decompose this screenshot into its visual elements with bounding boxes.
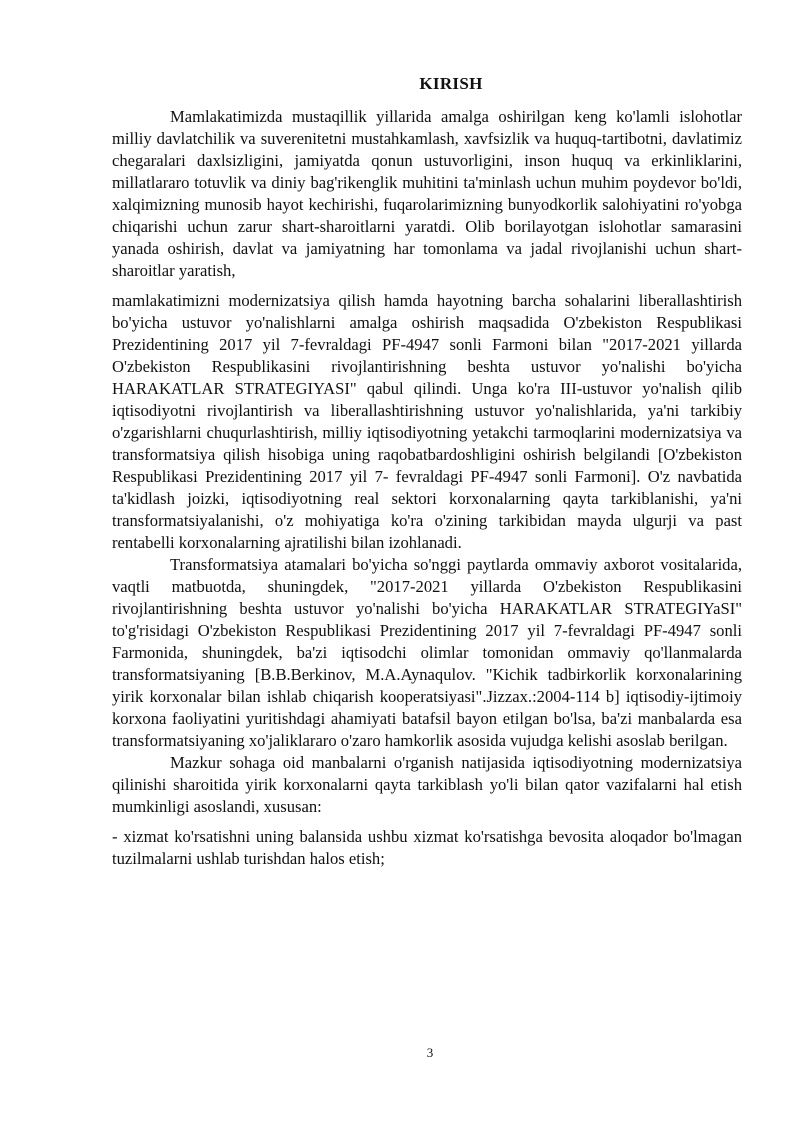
page-number: 3 (426, 1045, 434, 1060)
paragraph-strategy: mamlakatimizni modernizatsiya qilish hamda hayotning barcha sohalarini liberallashtirish bo'yicha ustuvor yo'nalishlarni amalga oshirish maqsadida O'zbekiston Respublikasi Prezidentining 2017 yil 7-fevraldagi PF-4947 sonli Farmoni bilan "2017-2021 yillarda O'zbekiston Respublikasini rivojlantirishning beshta ustuvor yo'nalishi bo'yicha HARAKATLAR STRATEGIYASI" qabul qilindi. Unga ko'ra III-ustuvor yo'nalish qilib iqtisodiyotni rivojlantirish va liberallashtirishning ustuvor yo'nalishlarida, ya'ni tarkibiy o'zgarishlarni chuqurlashtirish, milliy iqtisodiyotning yetakchi tarmoqlarini modernizatsiya va transformatsiya qilish hisobiga uning raqobatbardoshligini oshirish belgilandi [O'zbekiston Respublikasi Prezidentining 2017 yil 7- fevraldagi PF-4947 sonli Farmoni]. O'z navbatida ta'kidlash joizki, iqtisodiyotning real sektori korxonalarning qayta tarkiblanishi, ya'ni transformatsiyalanishi, o'z mohiyatiga ko'ra o'zining tarkibidan mayda ulgurji va past rentabelli korxonalarning ajratilishi bilan izohlanadi. (112, 291, 742, 552)
paragraph-intro: Mamlakatimizda mustaqillik yillarida amalga oshirilgan keng ko'lamli islohotlar milliy davlatchilik va suverenitetni mustahkamlash, xavfsizlik va huquq-tartibotni, davlatimiz chegaralari daxlsizligini, jamiyatda qonun ustuvorligini, inson huquq va erkinliklarini, millatlararo totuvlik va diniy bag'rikenglik muhitini ta'minlash uchun muhim poydevor bo'ldi, xalqimizning munosib hayot kechirishi, fuqarolarimizning bunyodkorlik salohiyatini ro'yobga chiqarishi uchun zarur shart-sharoitlarni yaratdi. Olib borilayotgan islohotlar samarasini yanada oshirish, davlat va jamiyatning har tomonlama va jadal rivojlanishi uchun shart-sharoitlar yaratish, (112, 107, 742, 280)
document-page (112, 74, 742, 870)
page-title: KIRISH (419, 74, 483, 93)
list-item: - xizmat ko'rsatishni uning balansida ushbu xizmat ko'rsatishga bevosita aloqador bo'lmagan tuzilmalarni ushlab turishdan halos etish; (112, 827, 742, 868)
paragraph-transformation: Transformatsiya atamalari bo'yicha so'nggi paytlarda ommaviy axborot vositalarida, vaqtli matbuotda, shuningdek, "2017-2021 yillarda O'zbekiston Respublikasini rivojlantirishning beshta ustuvor yo'nalishi bo'yicha HARAKATLAR STRATEGIYaSI" to'g'risidagi O'zbekiston Respublikasi Prezidentining 2017 yil 7-fevraldagi PF-4947 sonli Farmonida, shuningdek, ba'zi iqtisodchi olimlar tomonidan ommaviy qo'llanmalarda transformatsiyaning [B.B.Berkinov, M.A.Aynaqulov. "Kichik tadbirkorlik korxonalarining yirik korxonalar bilan ishlab chiqarish kooperatsiyasi".Jizzax.:2004-114 b] iqtisodiy-ijtimoiy korxona faoliyatini yuritishdagi ahamiyati batafsil bayon etilgan bo'lsa, ba'zi manbalarda esa transformatsiyaning xo'jaliklararo o'zaro hamkorlik asosida vujudga kelishi asoslab berilgan. (112, 555, 742, 750)
paragraph-sources: Mazkur sohaga oid manbalarni o'rganish natijasida iqtisodiyotning modernizatsiya qilinishi sharoitida yirik korxonalarni qayta tarkiblash yo'li bilan qator vazifalarni hal etish mumkinligi asoslandi, xususan: (112, 753, 742, 816)
